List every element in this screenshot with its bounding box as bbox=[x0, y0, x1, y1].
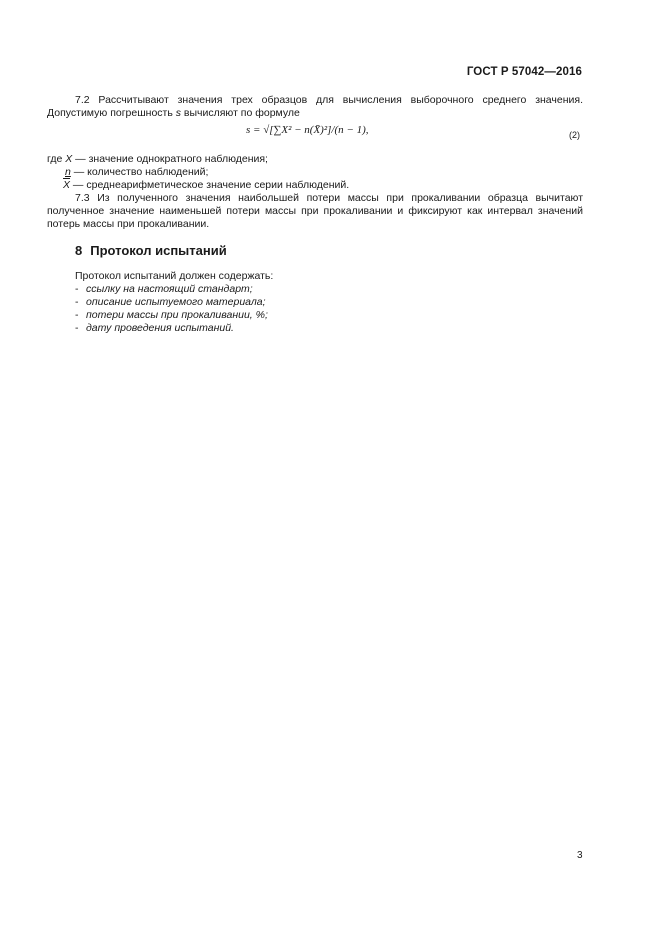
where-x-desc: — значение однократного наблюдения; bbox=[72, 153, 268, 165]
protocol-item: - ссылку на настоящий стандарт; bbox=[75, 283, 253, 295]
formula-number: (2) bbox=[569, 130, 580, 140]
where-xbar-desc: — среднеарифметическое значение серии наблюдений. bbox=[70, 179, 350, 191]
where-intro: где bbox=[47, 153, 66, 165]
clause-7-2-line-2-end: вычисляют по формуле bbox=[180, 107, 300, 119]
clause-7-3-line-1: 7.3 Из полученного значения наибольшей потери массы при прокаливании образца вычитают bbox=[75, 192, 583, 204]
where-n-desc: — количество наблюдений; bbox=[70, 166, 209, 178]
symbol-x: X bbox=[65, 153, 73, 165]
where-x bbox=[47, 153, 268, 166]
clause-7-2-line-1: 7.2 Рассчитывают значения трех образцов для вычисления выборочного среднего значения. bbox=[75, 94, 583, 106]
section-8-title: Протокол испытаний bbox=[90, 243, 227, 258]
where-xbar bbox=[63, 179, 349, 192]
symbol-n: n bbox=[65, 166, 71, 178]
where-n bbox=[65, 166, 208, 179]
section-8-number: 8 bbox=[75, 243, 83, 258]
section-8-heading bbox=[75, 243, 227, 258]
protocol-item: - описание испытуемого материала; bbox=[75, 296, 266, 308]
protocol-item-text: дату проведения испытаний. bbox=[86, 322, 234, 334]
clause-7-3-line-2: полученное значение наименьшей потери массы при прокаливании и фиксируют как интервал значений bbox=[47, 205, 583, 217]
symbol-x-bar: $\overline{X}$ bbox=[63, 179, 71, 191]
protocol-item: - дату проведения испытаний. bbox=[75, 322, 234, 334]
section-8-intro: Протокол испытаний должен содержать: bbox=[75, 270, 274, 282]
protocol-item: - потери массы при прокаливании, %; bbox=[75, 309, 268, 321]
clause-7-2-line-2 bbox=[47, 107, 300, 120]
protocol-item-text: ссылку на настоящий стандарт; bbox=[86, 283, 253, 295]
variable-s: s bbox=[175, 107, 181, 119]
formula-text: s = √[∑X² − n(X̄)²]/(n − 1), bbox=[246, 124, 369, 136]
clause-7-3-line-3: потерь массы при прокаливании. bbox=[47, 218, 210, 230]
protocol-item-text: потери массы при прокаливании, %; bbox=[86, 309, 268, 321]
page-number: 3 bbox=[577, 850, 583, 861]
formula-2 bbox=[246, 124, 368, 136]
clause-7-2-line-2-start: Допустимую погрешность bbox=[47, 107, 176, 119]
protocol-item-text: описание испытуемого материала; bbox=[86, 296, 266, 308]
standard-header: ГОСТ Р 57042—2016 bbox=[466, 66, 582, 78]
